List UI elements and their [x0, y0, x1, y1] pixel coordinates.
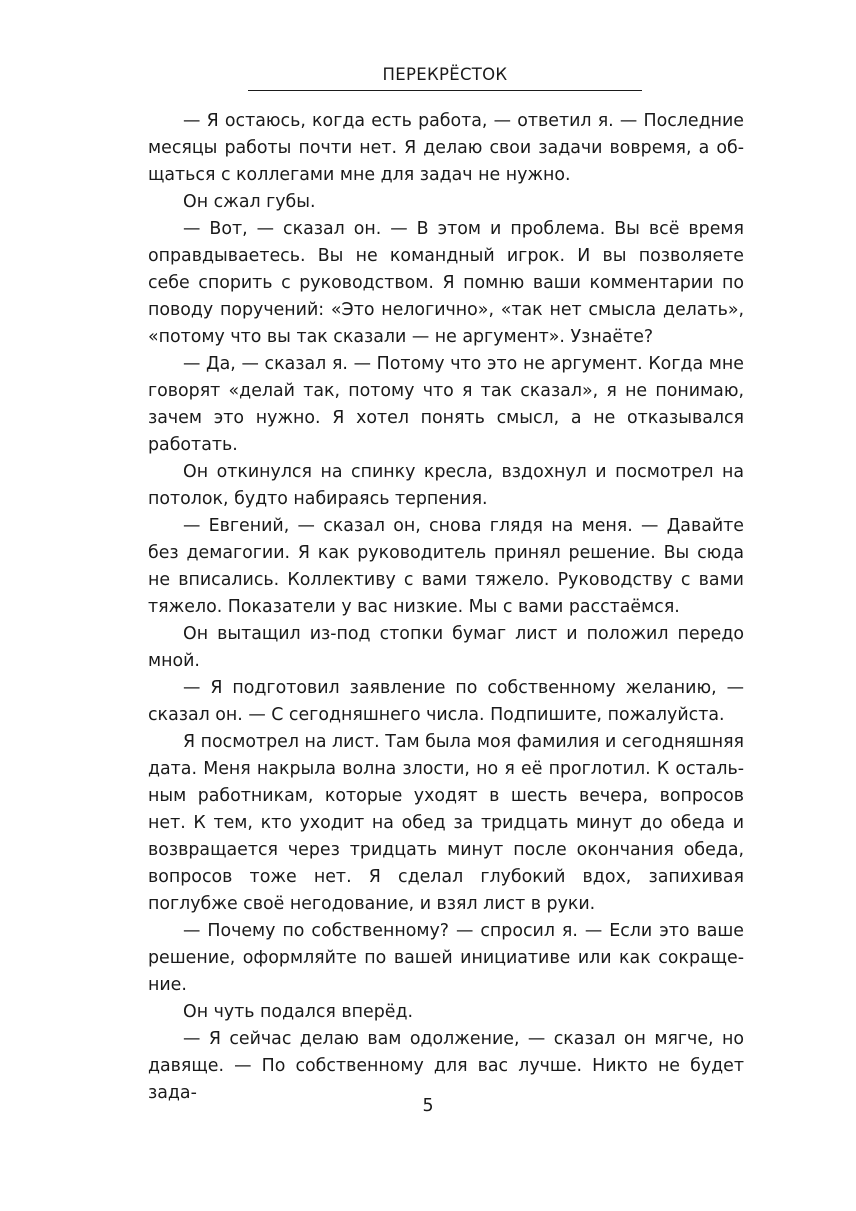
body-text: [148, 108, 744, 1107]
paragraph: — Я сейчас делаю вам одолжение, — сказал он мягче, но давяще. — По собственному для вас лучше. Никто не будет зада-: [148, 1029, 744, 1103]
paragraph: Я посмотрел на лист. Там была моя фамилия и сегодняшняя дата. Меня накрыла волна злости, но я её проглотил. К остальным работникам, которые уходят в шесть вечера, вопросов нет. К тем, кто уходит на обед за тридцать минут до обеда и возвращается через тридцать минут после окончания обеда, вопросов тоже нет. Я сделал глубокий вдох, запихивая поглубже своё негодование, и взял лист в руки.: [148, 732, 744, 914]
paragraph: — Я подготовил заявление по собственному желанию, — сказал он. — С сегодняшнего числа. Подпишите, пожалуйста.: [148, 678, 744, 725]
paragraph: Он вытащил из-под стопки бумаг лист и положил передо мной.: [148, 624, 744, 671]
page-number: 5: [422, 1096, 434, 1116]
paragraph: — Вот, — сказал он. — В этом и проблема. Вы всё время оправдываетесь. Вы не командный игрок. И вы позволяете себе спорить с руководством. Я помню ваши комментарии по поводу поручений: «Это нелогично», «так нет смысла делать», «потому что вы так сказали — не аргумент». Узнаёте?: [148, 219, 744, 347]
paragraph: — Да, — сказал я. — Потому что это не аргумент. Когда мне говорят «делай так, потому что я так сказал», я не понимаю, зачем это нужно. Я хотел понять смысл, а не отказывался работать.: [148, 354, 744, 455]
paragraph: Он откинулся на спинку кресла, вздохнул и посмотрел на потолок, будто набираясь терпения.: [148, 462, 744, 509]
running-head: ПЕРЕКРЁСТОК: [248, 64, 642, 91]
paragraph: — Почему по собственному? — спросил я. — Если это ваше решение, оформляйте по вашей инициативе или как сокращение.: [148, 921, 744, 995]
paragraph: Он чуть подался вперёд.: [183, 1002, 414, 1022]
paragraph: — Евгений, — сказал он, снова глядя на меня. — Давайте без демагогии. Я как руководитель принял решение. Вы сюда не вписались. Коллективу с вами тяжело. Руководству с вами тяжело. Показатели у вас низкие. Мы с вами расстаёмся.: [148, 516, 744, 617]
paragraph: — Я остаюсь, когда есть работа, — ответил я. — Последние месяцы работы почти нет. Я делаю свои задачи вовремя, а общаться с коллегами мне для задач не нужно.: [148, 111, 744, 185]
paragraph: Он сжал губы.: [183, 192, 316, 212]
